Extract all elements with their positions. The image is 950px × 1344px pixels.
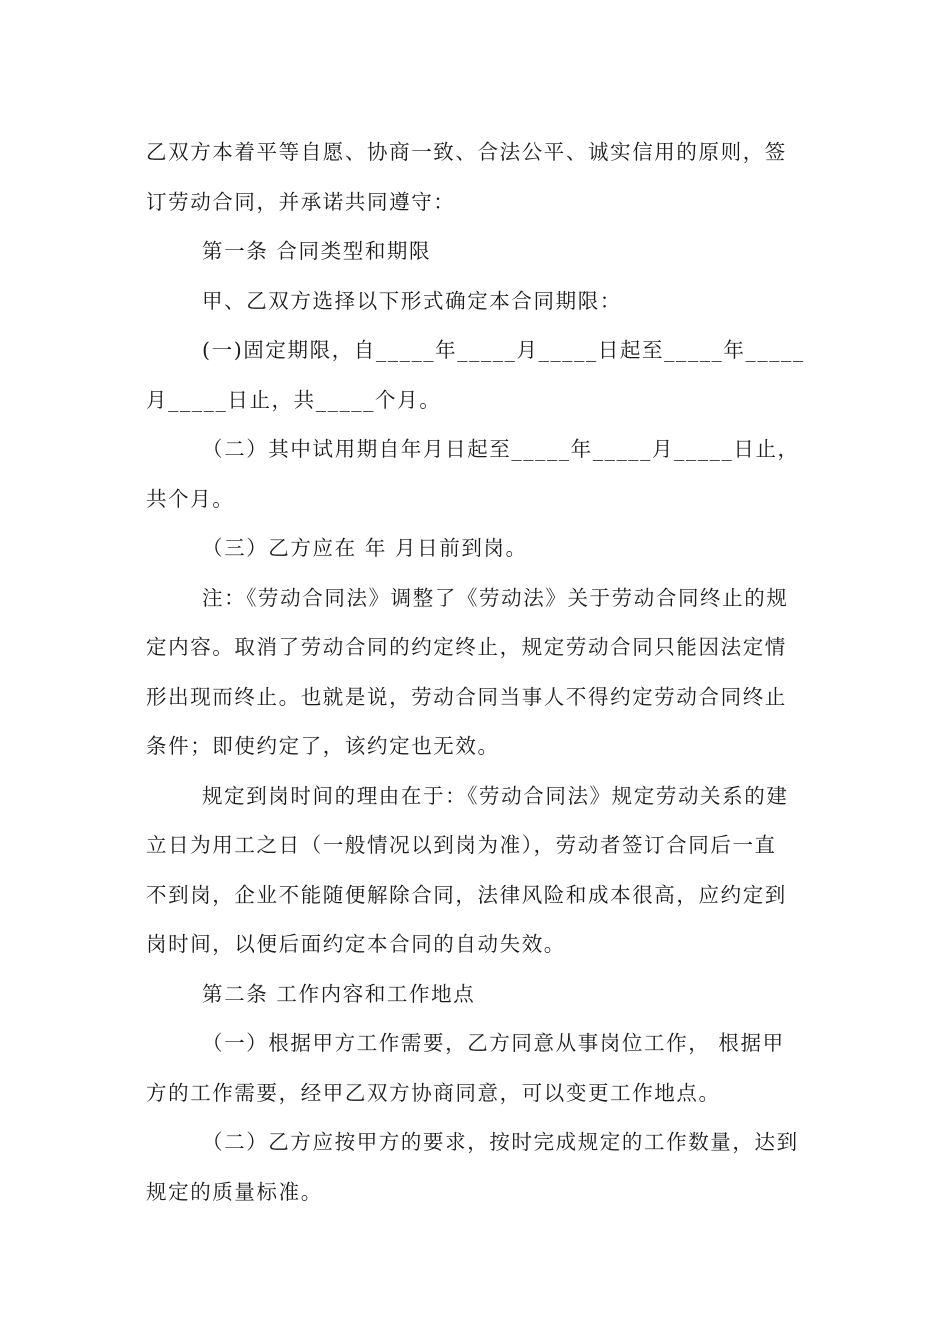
text-line: 订劳动合同，并承诺共同遵守： xyxy=(146,189,456,214)
text-line: 不到岗，企业不能随便解除合同，法律风险和成本很高，应约定到 xyxy=(146,882,787,907)
text-line: 乙双方本着平等自愿、协商一致、合法公平、诚实信用的原则，签 xyxy=(146,140,787,164)
text-line: 定内容。取消了劳动合同的约定终止，规定劳动合同只能因法定情 xyxy=(146,635,787,659)
text-line: （二）乙方应按甲方的要求，按时完成规定的工作数量，达到 xyxy=(202,1130,799,1154)
text-line: 岗时间，以便后面约定本合同的自动失效。 xyxy=(146,932,566,956)
document-body xyxy=(146,128,806,1217)
text-line: 月_____日止，共_____个月。 xyxy=(146,387,442,412)
text-line: 甲、乙双方选择以下形式确定本合同期限： xyxy=(202,288,622,313)
text-line: 规定到岗时间的理由在于：《劳动合同法》规定劳动关系的建 xyxy=(202,783,789,808)
text-line: (一)固定期限，自_____年_____月_____日起至_____年_____ xyxy=(202,338,805,362)
text-line: （三）乙方应在 年 月日前到岗。 xyxy=(202,536,528,560)
text-line: 共个月。 xyxy=(146,486,235,511)
text-line: 注：《劳动合同法》调整了《劳动法》关于劳动合同终止的规 xyxy=(202,585,789,610)
text-line: （二）其中试用期自年月日起至_____年_____月_____日止， xyxy=(202,437,800,461)
text-line: 形出现而终止。也就是说，劳动合同当事人不得约定劳动合同终止 xyxy=(146,684,787,709)
text-line: 方的工作需要，经甲乙双方协商同意，可以变更工作地点。 xyxy=(146,1080,721,1105)
text-line: 立日为用工之日（一般情况以到岗为准），劳动者签订合同后一直 xyxy=(146,833,777,857)
text-line: 规定的质量标准。 xyxy=(146,1179,323,1204)
article-heading: 第二条 工作内容和工作地点 xyxy=(202,981,476,1006)
text-line: 条件；即使约定了，该约定也无效。 xyxy=(146,734,500,758)
article-heading: 第一条 合同类型和期限 xyxy=(202,239,432,263)
text-line: （一）根据甲方工作需要，乙方同意从事岗位工作， 根据甲 xyxy=(202,1031,785,1055)
